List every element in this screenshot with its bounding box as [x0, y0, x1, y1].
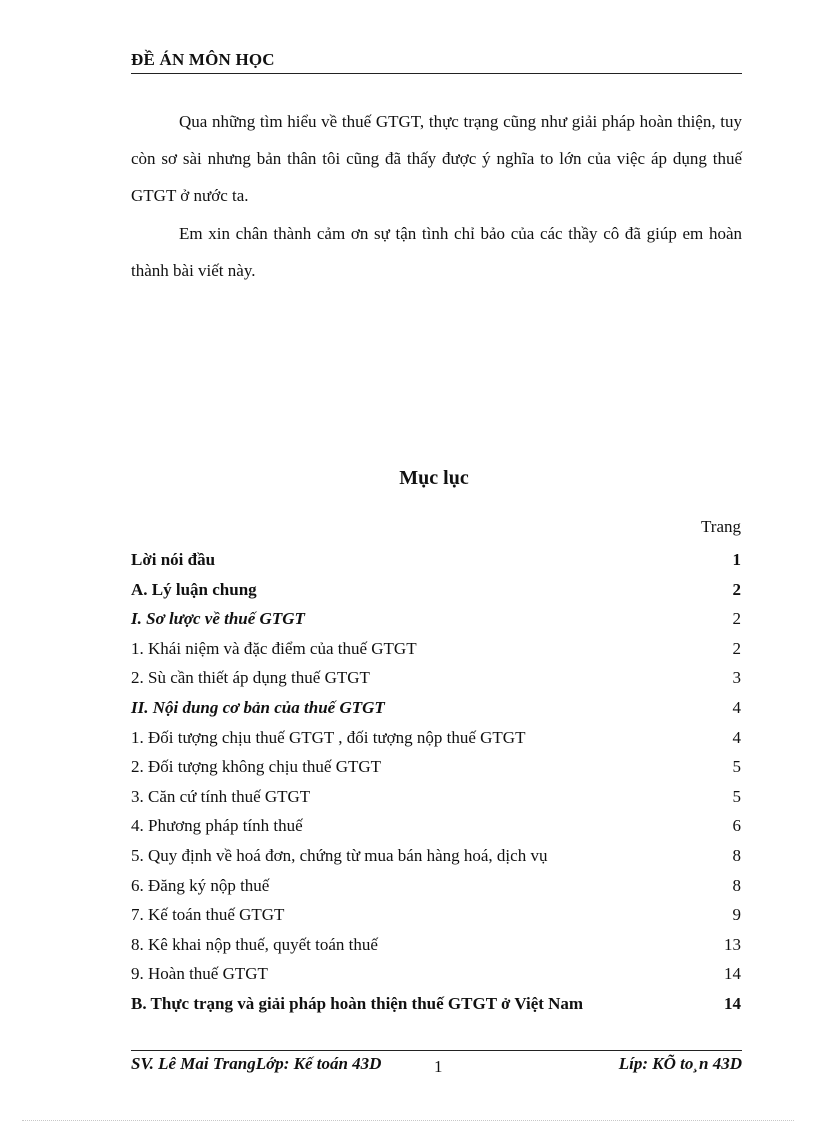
toc-entry [131, 871, 741, 901]
toc-entry [131, 634, 741, 664]
footer-divider [131, 1050, 742, 1051]
toc-entry-label: B. Thực trạng và giải pháp hoàn thiện thuế GTGT ở Việt Nam [131, 993, 584, 1013]
table-of-contents [131, 545, 741, 1019]
toc-entry [131, 752, 741, 782]
toc-entry-label: 6. Đăng ký nộp thuế [131, 875, 270, 895]
toc-entry-page: 9 [732, 905, 741, 925]
toc-entry-page: 4 [732, 727, 741, 747]
toc-entry [131, 604, 741, 634]
toc-entry-label: 2. Đối tượng không chịu thuế GTGT [131, 757, 382, 777]
toc-entry-label: Lời nói đầu [131, 550, 216, 569]
toc-entry [131, 663, 741, 693]
toc-entry [131, 575, 741, 605]
toc-entry-label: 3. Căn cứ tính thuế GTGT [131, 786, 311, 806]
document-header: ĐỀ ÁN MÔN HỌC [131, 50, 742, 74]
paragraph-conclusion: Qua những tìm hiểu về thuế GTGT, thực trạng cũng như giải pháp hoàn thiện, tuy còn sơ sài nhưng bản thân tôi cũng đã thấy được ý nghĩa to lớn của việc áp dụng thuế GTGT ở nước ta. [131, 112, 742, 205]
toc-page-header: Trang [701, 517, 741, 536]
toc-entry-page: 1 [732, 550, 741, 569]
toc-entry-label: 1. Khái niệm và đặc điểm của thuế GTGT [131, 638, 417, 658]
toc-entry [131, 900, 741, 930]
paragraph-thanks: Em xin chân thành cảm ơn sự tận tình chỉ bảo của các thầy cô đã giúp em hoàn thành bài viết này. [131, 224, 742, 280]
toc-entry [131, 545, 741, 575]
toc-entry-page: 2 [732, 579, 741, 599]
toc-entry [131, 930, 741, 960]
toc-entry-page: 2 [732, 609, 741, 629]
toc-entry-page: 5 [732, 757, 741, 777]
toc-entry [131, 782, 741, 812]
toc-entry-page: 13 [724, 934, 741, 954]
toc-entry-label: 1. Đối tượng chịu thuế GTGT , đối tượng nộp thuế GTGT [131, 727, 526, 747]
toc-entry-page: 4 [732, 697, 741, 717]
toc-entry [131, 693, 741, 723]
footer-class-info: Líp: KÕ to¸n 43D [618, 1054, 742, 1073]
toc-entry-label: I. Sơ lược về thuế GTGT [131, 609, 305, 629]
toc-entry [131, 811, 741, 841]
toc-entry-page: 6 [732, 816, 741, 836]
toc-entry-label: 7. Kế toán thuế GTGT [131, 905, 285, 925]
toc-entry-page: 2 [732, 638, 741, 658]
toc-entry [131, 959, 741, 989]
toc-entry-label: 9. Hoàn thuế GTGT [131, 964, 268, 984]
toc-entry-label: 2. Sù cần thiết áp dụng thuế GTGT [131, 668, 370, 688]
toc-entry-page: 5 [732, 786, 741, 806]
toc-entry [131, 723, 741, 753]
toc-entry-page: 8 [732, 845, 741, 865]
footer-student-info: SV. Lê Mai TrangLớp: Kế toán 43D [131, 1054, 382, 1073]
toc-entry-label: 5. Quy định về hoá đơn, chứng từ mua bán hàng hoá, dịch vụ [131, 845, 548, 865]
toc-entry-page: 8 [732, 875, 741, 895]
toc-entry-label: A. Lý luận chung [131, 579, 257, 599]
toc-entry-page: 14 [724, 964, 741, 984]
toc-entry-page: 14 [724, 993, 741, 1013]
toc-entry-label: 4. Phương pháp tính thuế [131, 816, 303, 836]
page-number: 1 [434, 1057, 443, 1076]
toc-title: Mục lục [399, 467, 469, 489]
page-bottom-edge [22, 1120, 794, 1121]
toc-entry [131, 989, 741, 1019]
toc-entry [131, 841, 741, 871]
toc-entry-label: II. Nội dung cơ bản của thuế GTGT [131, 697, 385, 717]
toc-entry-label: 8. Kê khai nộp thuế, quyết toán thuế [131, 934, 378, 954]
toc-entry-page: 3 [732, 668, 741, 688]
